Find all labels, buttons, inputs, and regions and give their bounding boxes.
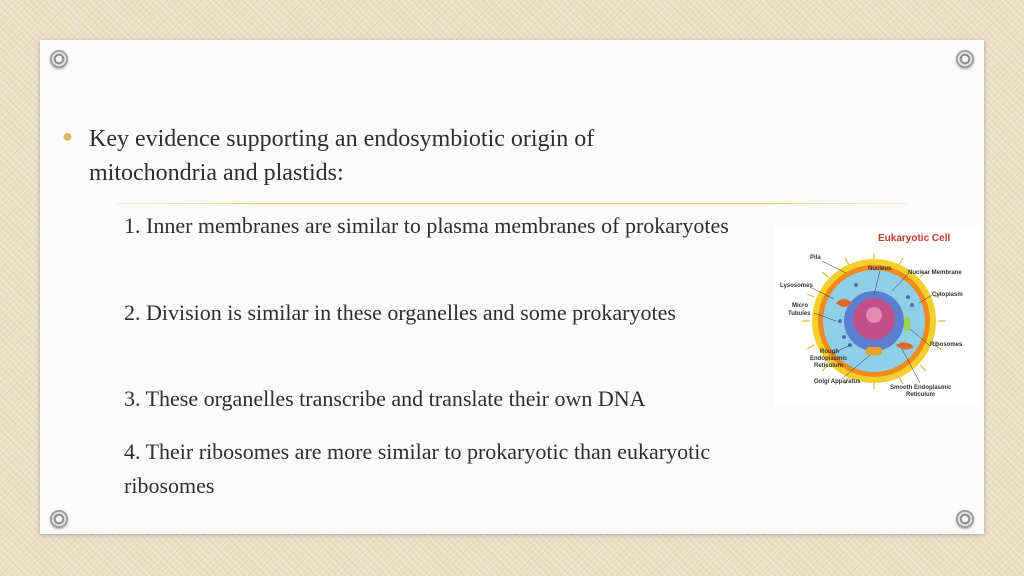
label-endoplasmic: Endoplasmic	[810, 356, 848, 362]
evidence-item-2: 2. Division is similar in these organelles and some prokaryotes	[124, 300, 676, 325]
bullet-icon: ●	[62, 126, 73, 146]
label-rough: Rough	[820, 349, 839, 355]
label-lysosomes: Lysosomes	[780, 283, 813, 289]
eukaryotic-cell-figure	[774, 225, 980, 407]
evidence-item-1: 1. Inner membranes are similar to plasma membranes of prokaryotes	[124, 213, 729, 238]
eukaryotic-cell-diagram	[774, 225, 980, 407]
evidence-item-4: 4. Their ribosomes are more similar to prokaryotic than eukaryotic ribosomes	[124, 439, 711, 498]
pin-top-left-icon	[50, 50, 68, 68]
label-cytoplasm: Cytoplasm	[932, 292, 963, 298]
bullet-row	[64, 122, 724, 190]
label-micro: Micro	[792, 303, 809, 309]
label-nuclear-membrane: Nuclear Membrane	[908, 270, 962, 276]
label-pila: Pila	[810, 255, 821, 261]
label-tubules: Tubules	[788, 311, 811, 317]
evidence-item-3: 3. These organelles transcribe and translate their own DNA	[124, 386, 646, 411]
label-smooth-er: Smooth Endoplasmic	[890, 385, 952, 391]
label-smooth-er-2: Reticulum	[906, 392, 936, 398]
figure-title: Eukaryotic Cell	[878, 233, 951, 244]
divider	[116, 203, 908, 204]
label-ribosomes: Ribosomes	[930, 342, 963, 348]
label-reticulum: Reticulum	[814, 363, 844, 369]
bullet-text: Key evidence supporting an endosymbiotic origin of mitochondria and plastids:	[89, 126, 595, 186]
label-nucleus: Nucleus	[868, 266, 892, 272]
pin-bottom-right-icon	[956, 510, 974, 528]
pin-top-right-icon	[956, 50, 974, 68]
label-golgi-apparatus: Golgi Apparatus	[814, 379, 861, 385]
pin-bottom-left-icon	[50, 510, 68, 528]
